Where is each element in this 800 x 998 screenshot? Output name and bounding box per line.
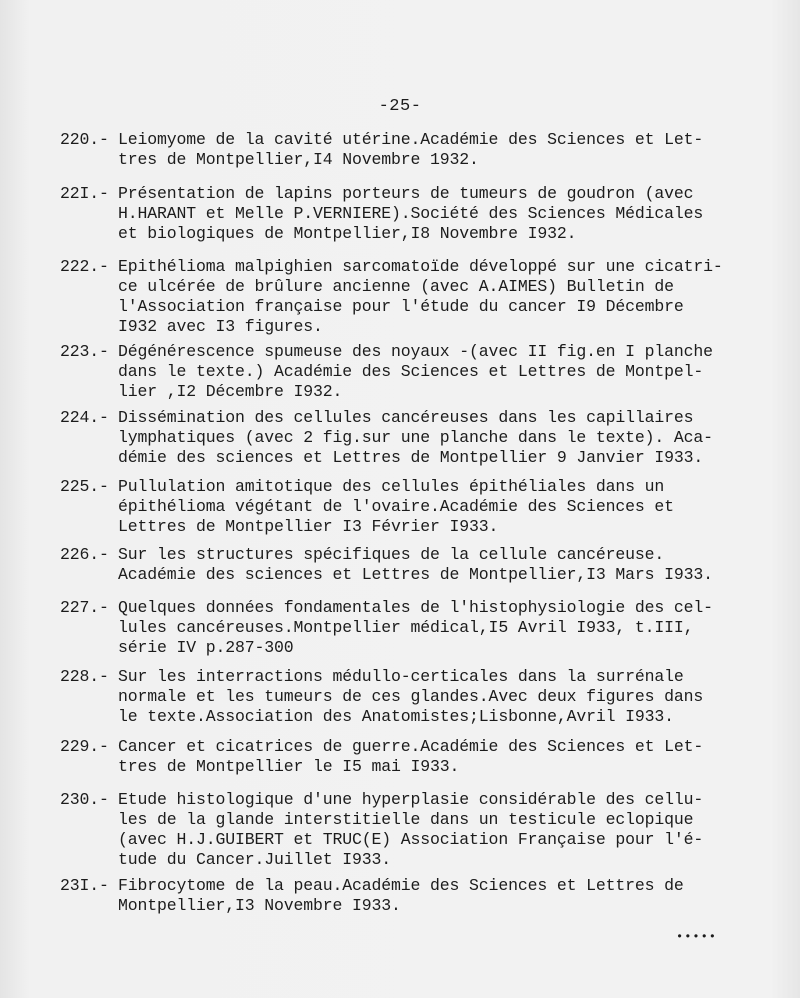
entry-number: 23I.- <box>60 876 109 895</box>
entry-line: tres de Montpellier,I4 Novembre 1932. <box>118 150 479 169</box>
entry-line: Leiomyome de la cavité utérine.Académie des Sciences et Let- <box>118 130 704 149</box>
entry-line: Dissémination des cellules cancéreuses dans les capillaires <box>118 408 694 427</box>
entry-line: (avec H.J.GUIBERT et TRUC(E) Association Française pour l'é- <box>118 830 704 849</box>
entry-line: Dégénérescence spumeuse des noyaux -(avec II fig.en I planche <box>118 342 713 361</box>
bibliography-entry-221 <box>60 184 780 244</box>
entry-number: 224.- <box>60 408 109 427</box>
entry-line: tude du Cancer.Juillet I933. <box>118 850 392 869</box>
entry-line: épithélioma végétant de l'ovaire.Académie des Sciences et <box>118 497 674 516</box>
entry-line: Fibrocytome de la peau.Académie des Sciences et Lettres de <box>118 876 684 895</box>
bibliography-entry-225 <box>60 477 780 537</box>
entry-line: lymphatiques (avec 2 fig.sur une planche dans le texte). Aca- <box>118 428 713 447</box>
entry-line: Lettres de Montpellier I3 Février I933. <box>118 517 499 536</box>
entry-number: 220.- <box>60 130 109 149</box>
entry-line: tres de Montpellier le I5 mai I933. <box>118 757 460 776</box>
entry-line: lules cancéreuses.Montpellier médical,I5 Avril I933, t.III, <box>118 618 694 637</box>
entry-line: Sur les interractions médullo-certicales dans la surrénale <box>118 667 684 686</box>
entry-line: Montpellier,I3 Novembre I933. <box>118 896 401 915</box>
entry-line: Pullulation amitotique des cellules épithéliales dans un <box>118 477 665 496</box>
entry-line: et biologiques de Montpellier,I8 Novembre I932. <box>118 224 577 243</box>
entry-line: Académie des sciences et Lettres de Montpellier,I3 Mars I933. <box>118 565 713 584</box>
entry-line: lier ,I2 Décembre I932. <box>118 382 343 401</box>
entry-line: ce ulcérée de brûlure ancienne (avec A.AIMES) Bulletin de <box>118 277 674 296</box>
entry-number: 228.- <box>60 667 109 686</box>
bibliography-entry-220 <box>60 130 780 170</box>
entry-line: Epithélioma malpighien sarcomatoïde développé sur une cicatri- <box>118 257 723 276</box>
bibliography-entry-228 <box>60 667 780 727</box>
bibliography-entry-222 <box>60 257 780 337</box>
bibliography-entry-231 <box>60 876 780 916</box>
bibliography-entry-230 <box>60 790 780 870</box>
entry-line: dans le texte.) Académie des Sciences et Lettres de Montpel- <box>118 362 704 381</box>
page-number: -25- <box>378 97 422 116</box>
entry-line: Cancer et cicatrices de guerre.Académie des Sciences et Let- <box>118 737 704 756</box>
entry-number: 225.- <box>60 477 109 496</box>
entry-line: démie des sciences et Lettres de Montpellier 9 Janvier I933. <box>118 448 704 467</box>
entry-line: le texte.Association des Anatomistes;Lisbonne,Avril I933. <box>118 707 674 726</box>
entry-number: 222.- <box>60 257 109 276</box>
entry-line: les de la glande interstitielle dans un testicule eclopique <box>118 810 694 829</box>
bibliography-entry-224 <box>60 408 780 468</box>
entry-line: l'Association française pour l'étude du cancer I9 Décembre <box>118 297 684 316</box>
bibliography-entry-229 <box>60 737 780 777</box>
continuation-dots: ••••• <box>676 930 718 944</box>
bibliography-entry-227 <box>60 598 780 658</box>
entry-line: série IV p.287-300 <box>118 638 294 657</box>
entry-number: 229.- <box>60 737 109 756</box>
entry-number: 230.- <box>60 790 109 809</box>
entry-number: 227.- <box>60 598 109 617</box>
entry-number: 22I.- <box>60 184 109 203</box>
entry-line: I932 avec I3 figures. <box>118 317 323 336</box>
entry-number: 223.- <box>60 342 109 361</box>
entry-line: Présentation de lapins porteurs de tumeurs de goudron (avec <box>118 184 694 203</box>
entry-line: H.HARANT et Melle P.VERNIERE).Société des Sciences Médicales <box>118 204 704 223</box>
entry-line: Sur les structures spécifiques de la cellule cancéreuse. <box>118 545 665 564</box>
entry-line: Etude histologique d'une hyperplasie considérable des cellu- <box>118 790 704 809</box>
entry-line: normale et les tumeurs de ces glandes.Avec deux figures dans <box>118 687 704 706</box>
entry-number: 226.- <box>60 545 109 564</box>
bibliography-entry-223 <box>60 342 780 402</box>
entry-line: Quelques données fondamentales de l'histophysiologie des cel- <box>118 598 713 617</box>
bibliography-entry-226 <box>60 545 780 585</box>
